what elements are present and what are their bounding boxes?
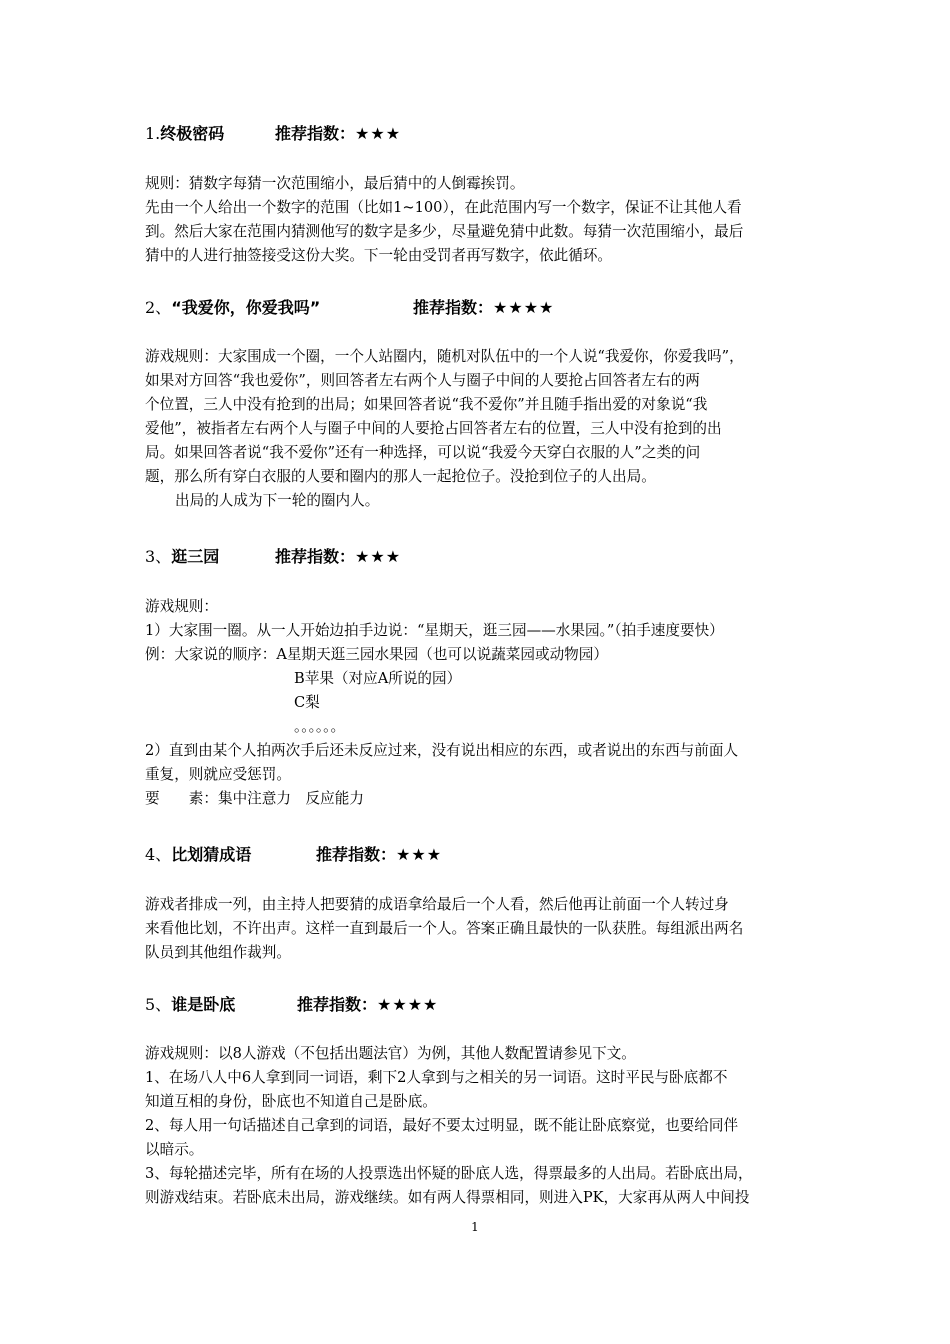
section-number: 3、 [145, 547, 172, 566]
rating-label: 推荐指数： [297, 995, 378, 1014]
rating-stars: ★★★ [355, 547, 402, 566]
rating [316, 843, 442, 867]
paragraph-line: 重复，则就应受惩罚。 [145, 766, 291, 783]
rating-stars: ★★★★ [493, 298, 555, 317]
paragraph-line: 局。如果回答者说“我不爱你”还有一种选择，可以说“我爱今天穿白衣服的人”之类的问 [145, 444, 701, 461]
paragraph-line: 以暗示。 [145, 1141, 204, 1158]
paragraph-line: 队员到其他组作裁判。 [145, 944, 291, 961]
section-3-body [145, 595, 810, 811]
paragraph-line: 到。然后大家在范围内猜测他写的数字是多少，尽量避免猜中此数。每猜一次范围缩小，最后 [145, 223, 744, 240]
section-2-body [145, 345, 810, 513]
paragraph-line: 如果对方回答“我也爱你”，则回答者左右两个人与圈子中间的人要抢占回答者左右的两 [145, 372, 700, 389]
paragraph-line: 则游戏结束。若卧底未出局，游戏继续。如有两人得票相同，则进入PK，大家再从两人中间投 [145, 1189, 750, 1206]
rating [297, 993, 438, 1017]
rating-stars: ★★★ [396, 845, 443, 864]
section-title: 谁是卧底 [171, 995, 236, 1014]
section-1-body [145, 172, 810, 268]
paragraph-line: 3、每轮描述完毕，所有在场的人投票选出怀疑的卧底人选，得票最多的人出局。若卧底出局， [145, 1165, 753, 1182]
paragraph-line: 1）大家围一圈。从一人开始边拍手边说：“星期天，逛三园——水果园。”（拍手速度要快） [145, 622, 724, 639]
paragraph-line: 要 素：集中注意力 反应能力 [145, 790, 364, 807]
section-number: 1. [145, 124, 161, 143]
paragraph-line: 游戏规则： [145, 598, 218, 615]
paragraph-line: 知道互相的身份，卧底也不知道自己是卧底。 [145, 1093, 437, 1110]
section-1-heading [145, 122, 402, 146]
section-2-heading [145, 296, 555, 320]
section-5-body [145, 1042, 810, 1210]
paragraph-line: 例：大家说的顺序：A星期天逛三园水果园（也可以说蔬菜园或动物园） [145, 646, 608, 663]
paragraph-line: C梨 [294, 694, 320, 711]
paragraph-line: 规则：猜数字每猜一次范围缩小，最后猜中的人倒霉挨罚。 [145, 175, 525, 192]
paragraph-line: 游戏者排成一列，由主持人把要猜的成语拿给最后一个人看，然后他再让前面一个人转过身 [145, 896, 729, 913]
paragraph-line: 来看他比划，不许出声。这样一直到最后一个人。答案正确且最快的一队获胜。每组派出两名 [145, 920, 744, 937]
section-number: 4、 [145, 845, 172, 864]
paragraph-line: 个位置，三人中没有抢到的出局；如果回答者说“我不爱你”并且随手指出爱的对象说“我 [145, 396, 708, 413]
paragraph-line: 游戏规则：大家围成一个圈，一个人站圈内，随机对队伍中的一个人说“我爱你，你爱我吗”， [145, 348, 744, 365]
section-title: 比划猜成语 [171, 845, 252, 864]
rating-label: 推荐指数： [316, 845, 397, 864]
section-4-heading [145, 843, 443, 867]
paragraph-line: B苹果（对应A所说的园） [294, 670, 462, 687]
paragraph-line: 猜中的人进行抽签接受这份大奖。下一轮由受罚者再写数字，依此循环。 [145, 247, 613, 264]
section-title: 终极密码 [160, 124, 225, 143]
paragraph-line: 2）直到由某个人拍两次手后还未反应过来，没有说出相应的东西，或者说出的东西与前面人 [145, 742, 739, 759]
page-number: 1 [471, 1220, 479, 1234]
section-number: 5、 [145, 995, 172, 1014]
paragraph-line: 游戏规则：以8人游戏（不包括出题法官）为例，其他人数配置请参见下文。 [145, 1045, 636, 1062]
paragraph-line: 先由一个人给出一个数字的范围（比如1~100），在此范围内写一个数字，保证不让其他人看 [145, 199, 742, 216]
section-4-body [145, 893, 810, 965]
rating-label: 推荐指数： [275, 124, 356, 143]
paragraph-line: 2、每人用一句话描述自己拿到的词语，最好不要太过明显，既不能让卧底察觉，也要给同伴 [145, 1117, 739, 1134]
rating-label: 推荐指数： [275, 547, 356, 566]
section-number: 2、 [145, 298, 172, 317]
rating-stars: ★★★ [355, 124, 402, 143]
section-3-heading [145, 545, 402, 569]
paragraph-line: 出局的人成为下一轮的圈内人。 [175, 492, 380, 509]
rating [275, 545, 401, 569]
paragraph-line: 。。。。。。 [294, 718, 346, 735]
paragraph-line: 题，那么所有穿白衣服的人要和圈内的那人一起抢位子。没抢到位子的人出局。 [145, 468, 656, 485]
rating [413, 296, 554, 320]
rating-stars: ★★★★ [377, 995, 439, 1014]
section-title: 逛三园 [171, 547, 220, 566]
rating-label: 推荐指数： [413, 298, 494, 317]
section-title: “我爱你，你爱我吗” [171, 298, 321, 317]
section-5-heading [145, 993, 439, 1017]
rating [275, 122, 401, 146]
paragraph-line: 爱他”，被指者左右两个人与圈子中间的人要抢占回答者左右的位置，三人中没有抢到的出 [145, 420, 722, 437]
paragraph-line: 1、在场八人中6人拿到同一词语，剩下2人拿到与之相关的另一词语。这时平民与卧底都不 [145, 1069, 728, 1086]
